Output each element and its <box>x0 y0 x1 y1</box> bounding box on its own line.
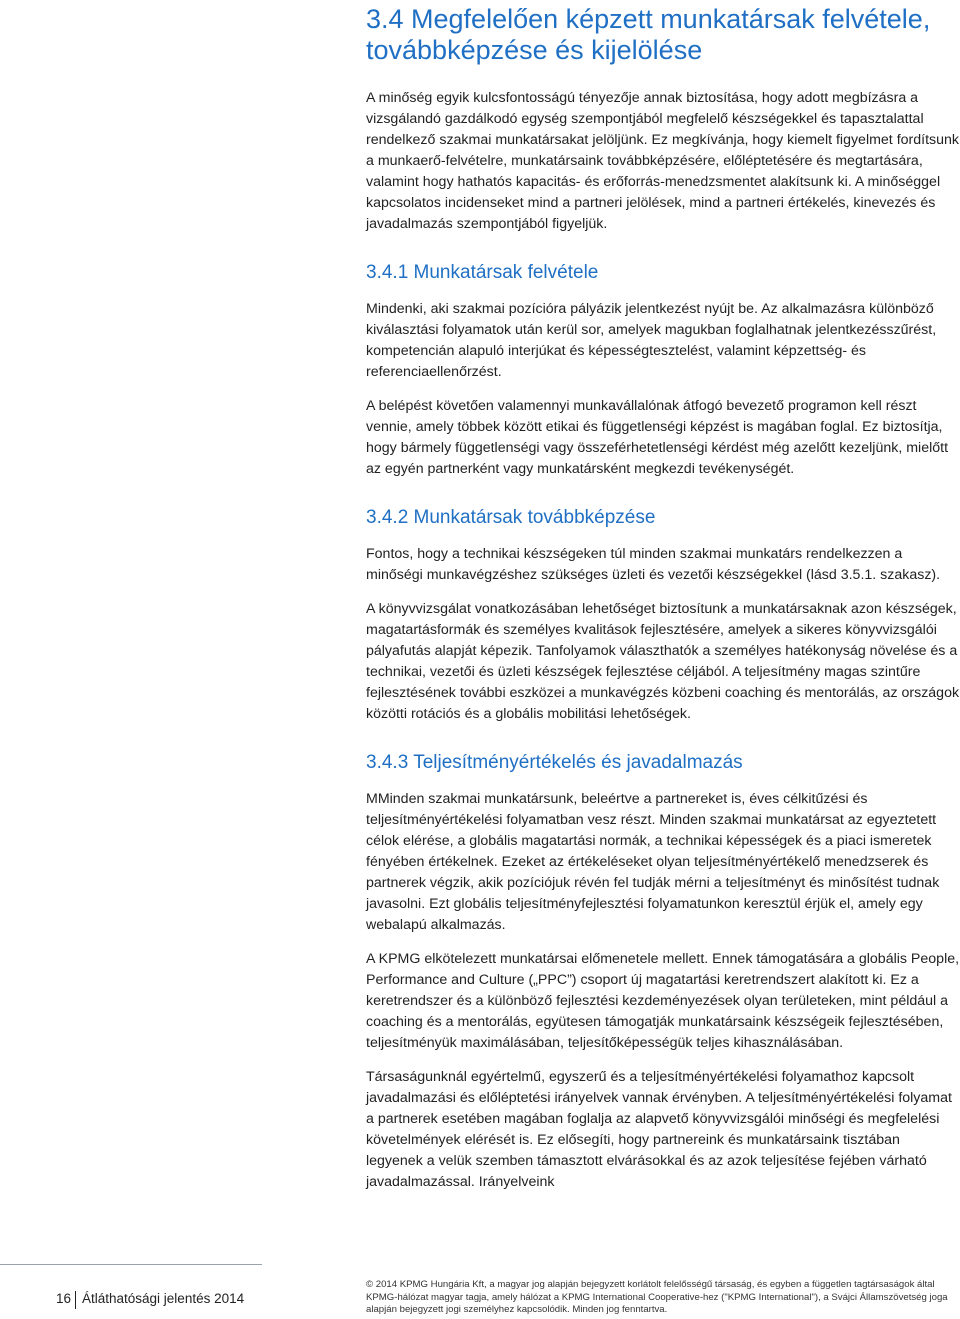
recruitment-paragraph-2: A belépést követően valamennyi munkavállalónak átfogó bevezető programon kell részt vennie, amely többek között etikai és függetlenségi képzést is magában foglal. Ez biztosítja, hogy bármely függetlenségi vagy összeférhetetlenségi kérdést még azelőtt kezeljünk, mielőtt az egyén partnerként vagy munkatársként megkezdi tevékenységét. <box>366 398 949 477</box>
recruitment-paragraph-1: Mindenki, aki szakmai pozícióra pályázik jelentkezést nyújt be. Az alkalmazásra különböző kiválasztási folyamatok után kerül sor, amelyek magukban foglalhatnak jelentkezésszűrést, kompetencián alapuló interjúkat és képességtesztelést, valamint képzettség- és referenciaellenőrzést. <box>366 301 937 380</box>
page-title: 3.4 Megfelelően képzett munkatársak felvétele, továbbképzése és kijelölése <box>366 4 931 65</box>
evaluation-paragraph-2: A KPMG elkötelezett munkatársai előmenetele mellett. Ennek támogatására a globális People, Performance and Culture („PPC”) csoport új magatartási keretrendszert alakított ki. Ez a keretrendszer és a különböző fejlesztési kezdeményezések olyan területeken, mint például a coaching és a mentorálás, együtesen támogatják munkatársaink készségeik fejlesztésében, teljesítményük maximálásában, teljesítőképességük teljes kihasználásában. <box>366 951 960 1051</box>
intro-paragraph: A minőség egyik kulcsfontosságú tényezője annak biztosítása, hogy adott megbízásra a vizsgálandó gazdálkodó egység szempontjából megfelelő készségekkel és tapasztalattal rendelkező szakmai munkatársakat jelöljünk. Ez megkívánja, hogy kiemelt figyelmet fordítsunk a munkaerő-felvételre, munkatársaink továbbképzésére, előléptetésére és megtartására, valamint hogy hathatós kapacitás- és erőforrás-menedzsmentet alakítsunk ki. A minőséggel kapcsolatos incidenseket mind a partneri jelölések, mind a partneri értékelés, kinevezés és javadalmazás szempontjából figyeljük. <box>366 90 959 232</box>
page-number: 16 <box>56 1291 72 1306</box>
footer-divider <box>75 1291 76 1309</box>
training-paragraph-2: A könyvvizsgálat vonatkozásában lehetőséget biztosítunk a munkatársaknak azon készségek, magatartásformák és személyes kvalitások fejlesztésére, amelyek a sikeres könyvvizsgálói pályafutás alapját képezik. Tanfolyamok választhatók a személyes hatékonyság növelése és a technikai, vezetői és üzleti készségek fejlesztése céljából. A teljesítmény magas szintűre fejlesztésének további eszközei a munkavégzés közbeni coaching és mentorálás, az országok közötti rotációs és a globális mobilitási lehetőségek. <box>366 601 960 722</box>
footer-doc-title: Átláthatósági jelentés 2014 <box>82 1291 245 1306</box>
page-content <box>366 0 960 1193</box>
evaluation-paragraph-1: MMinden szakmai munkatársunk, beleértve a partnereket is, éves célkitűzési és teljesítményértékelési folyamatban vesz részt. Minden szakmai munkatársat az egyeztetett célok elérése, a globális magatartási normák, a technikai képességek és a piaci ismeretek fényében értékelnek. Ezeket az értékeléseket olyan teljesítményértékelő menedzserek és partnerek végzik, akik pozíciójuk révén fel tudják mérni a teljesítményt és minősítést tudnak javasolni. Ezt globális teljesítményfejlesztési folyamatunkon keresztül érjük el, amely egy webalapú alkalmazás. <box>366 791 940 933</box>
footer-page-info <box>0 1264 262 1319</box>
evaluation-paragraph-3: Társaságunknál egyértelmű, egyszerű és a teljesítményértékelési folyamathoz kapcsolt javadalmazási és előléptetési irányelvek vannak érvényben. A teljesítményértékelési folyamat a partnerek esetében magában foglalja az alapvető könyvvizsgálói minőségi és megfelelési követelmények elérését is. Ez elősegíti, hogy partnereink és munkatársaink tisztában legyenek a velük szemben támasztott elvárásokkal és az azok teljesítése fejében várható javadalmazással. Irányelveink <box>366 1069 952 1190</box>
section-heading-evaluation: 3.4.3 Teljesítményértékelés és javadalmazás <box>366 752 743 773</box>
training-paragraph-1: Fontos, hogy a technikai készségeken túl minden szakmai munkatárs rendelkezzen a minőségi munkavégzéshez szükséges üzleti és vezetői készségekkel (lásd 3.5.1. szakasz). <box>366 546 941 583</box>
section-heading-training: 3.4.2 Munkatársak továbbképzése <box>366 507 656 528</box>
section-heading-recruitment: 3.4.1 Munkatársak felvétele <box>366 262 599 283</box>
footer-copyright: © 2014 KPMG Hungária Kft, a magyar jog alapján bejegyzett korlátolt felelősségű társaság, és egyben a független tagtársaságok által KPMG-hálózat magyar tagja, amely hálózat a KPMG International Cooperative-hez ("KPMG International"), a Svájci Államszövetség joga alapján bejegyzett jogi személyhez kapcsolódik. Minden jog fenntartva. <box>366 1279 948 1315</box>
